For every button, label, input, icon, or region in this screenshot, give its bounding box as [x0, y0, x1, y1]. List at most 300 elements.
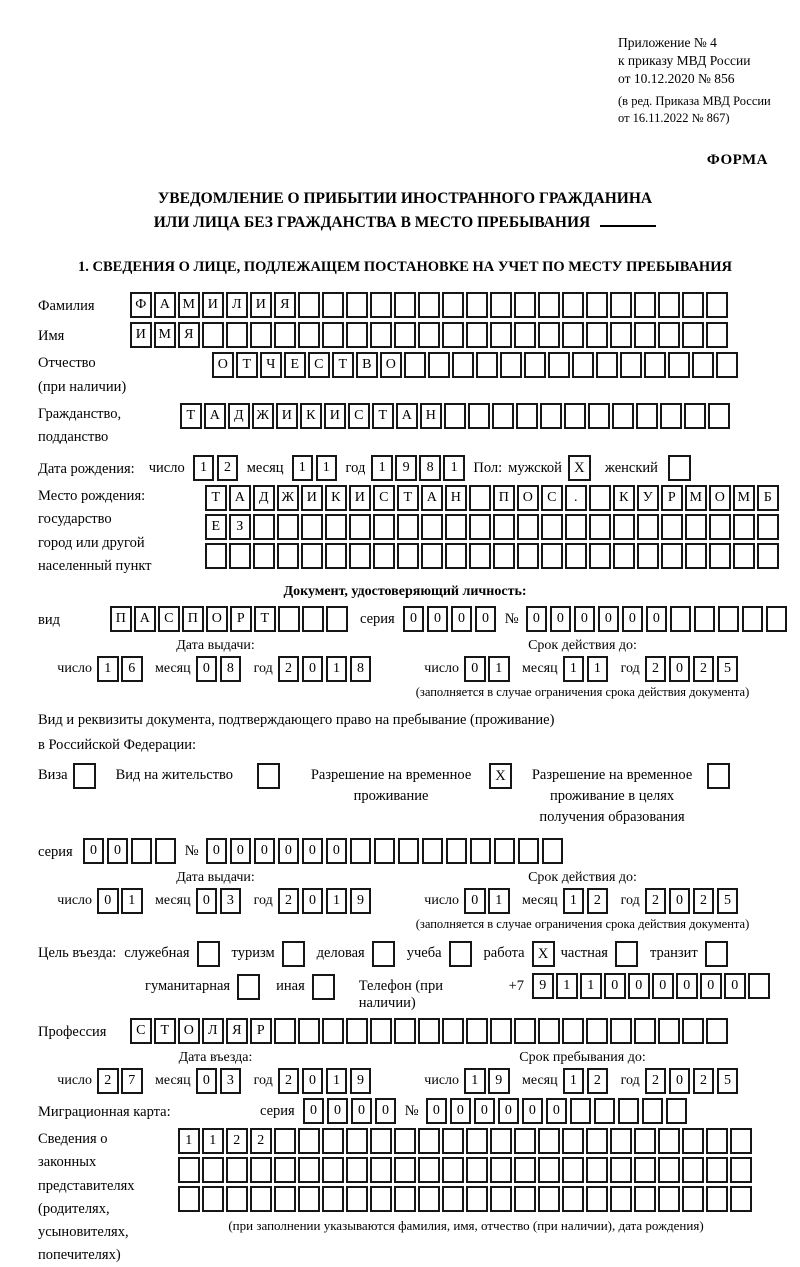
- char-cell[interactable]: [250, 1186, 272, 1212]
- char-cell[interactable]: [466, 1018, 488, 1044]
- char-cell[interactable]: [682, 292, 704, 318]
- char-cell[interactable]: 1: [587, 656, 609, 682]
- char-cell[interactable]: 3: [220, 1068, 242, 1094]
- char-cell[interactable]: 2: [217, 455, 239, 481]
- char-cell[interactable]: Б: [757, 485, 779, 511]
- char-cell[interactable]: [514, 1128, 536, 1154]
- char-cell[interactable]: [298, 322, 320, 348]
- char-cell[interactable]: [442, 322, 464, 348]
- char-cell[interactable]: [253, 514, 275, 540]
- char-cell[interactable]: [661, 514, 683, 540]
- char-cell[interactable]: 2: [645, 1068, 667, 1094]
- char-cell[interactable]: [618, 1098, 640, 1124]
- char-cell[interactable]: [682, 1128, 704, 1154]
- char-cell[interactable]: 0: [196, 656, 218, 682]
- char-cell[interactable]: [394, 322, 416, 348]
- char-cell[interactable]: [274, 322, 296, 348]
- char-cell[interactable]: 0: [526, 606, 548, 632]
- char-cell[interactable]: 0: [464, 888, 486, 914]
- purpose-private-checkbox[interactable]: [615, 941, 638, 967]
- char-cell[interactable]: 9: [395, 455, 417, 481]
- char-cell[interactable]: З: [229, 514, 251, 540]
- char-cell[interactable]: [565, 514, 587, 540]
- char-cell[interactable]: [394, 1018, 416, 1044]
- char-cell[interactable]: [658, 1128, 680, 1154]
- char-cell[interactable]: [548, 352, 570, 378]
- char-cell[interactable]: 1: [443, 455, 465, 481]
- char-cell[interactable]: 0: [498, 1098, 520, 1124]
- char-cell[interactable]: [658, 292, 680, 318]
- char-cell[interactable]: [418, 1186, 440, 1212]
- char-cell[interactable]: 0: [669, 1068, 691, 1094]
- char-cell[interactable]: Т: [372, 403, 394, 429]
- char-cell[interactable]: [325, 514, 347, 540]
- char-cell[interactable]: [469, 543, 491, 569]
- char-cell[interactable]: Ж: [252, 403, 274, 429]
- char-cell[interactable]: 0: [669, 888, 691, 914]
- char-cell[interactable]: 0: [230, 838, 252, 864]
- char-cell[interactable]: [658, 1186, 680, 1212]
- char-cell[interactable]: 3: [220, 888, 242, 914]
- char-cell[interactable]: 0: [303, 1098, 325, 1124]
- char-cell[interactable]: [514, 1186, 536, 1212]
- char-cell[interactable]: И: [202, 292, 224, 318]
- char-cell[interactable]: И: [349, 485, 371, 511]
- char-cell[interactable]: [637, 543, 659, 569]
- char-cell[interactable]: [757, 514, 779, 540]
- char-cell[interactable]: [370, 1018, 392, 1044]
- char-cell[interactable]: [706, 1157, 728, 1183]
- char-cell[interactable]: [370, 322, 392, 348]
- char-cell[interactable]: 1: [326, 888, 348, 914]
- char-cell[interactable]: [178, 1186, 200, 1212]
- char-cell[interactable]: [452, 352, 474, 378]
- char-cell[interactable]: [298, 1157, 320, 1183]
- char-cell[interactable]: [586, 1157, 608, 1183]
- char-cell[interactable]: [373, 543, 395, 569]
- char-cell[interactable]: [613, 514, 635, 540]
- char-cell[interactable]: 2: [97, 1068, 119, 1094]
- char-cell[interactable]: 1: [178, 1128, 200, 1154]
- char-cell[interactable]: [730, 1128, 752, 1154]
- char-cell[interactable]: [466, 1128, 488, 1154]
- char-cell[interactable]: 2: [278, 888, 300, 914]
- char-cell[interactable]: С: [158, 606, 180, 632]
- char-cell[interactable]: 2: [693, 656, 715, 682]
- char-cell[interactable]: [322, 1128, 344, 1154]
- char-cell[interactable]: [586, 1018, 608, 1044]
- char-cell[interactable]: 0: [464, 656, 486, 682]
- char-cell[interactable]: 1: [97, 656, 119, 682]
- char-cell[interactable]: Я: [274, 292, 296, 318]
- char-cell[interactable]: [492, 403, 514, 429]
- char-cell[interactable]: [253, 543, 275, 569]
- char-cell[interactable]: [418, 292, 440, 318]
- char-cell[interactable]: М: [685, 485, 707, 511]
- char-cell[interactable]: С: [348, 403, 370, 429]
- char-cell[interactable]: [586, 292, 608, 318]
- char-cell[interactable]: С: [308, 352, 330, 378]
- char-cell[interactable]: [442, 292, 464, 318]
- char-cell[interactable]: 0: [451, 606, 473, 632]
- char-cell[interactable]: [226, 1157, 248, 1183]
- char-cell[interactable]: [634, 1128, 656, 1154]
- char-cell[interactable]: [349, 514, 371, 540]
- char-cell[interactable]: [516, 403, 538, 429]
- char-cell[interactable]: [322, 322, 344, 348]
- char-cell[interactable]: [202, 1157, 224, 1183]
- char-cell[interactable]: Д: [228, 403, 250, 429]
- char-cell[interactable]: 0: [302, 838, 324, 864]
- char-cell[interactable]: [596, 352, 618, 378]
- char-cell[interactable]: К: [300, 403, 322, 429]
- char-cell[interactable]: Н: [445, 485, 467, 511]
- char-cell[interactable]: 0: [206, 838, 228, 864]
- char-cell[interactable]: [538, 1157, 560, 1183]
- char-cell[interactable]: [562, 1157, 584, 1183]
- char-cell[interactable]: [155, 838, 177, 864]
- char-cell[interactable]: 0: [351, 1098, 373, 1124]
- char-cell[interactable]: 2: [693, 888, 715, 914]
- char-cell[interactable]: [350, 838, 372, 864]
- char-cell[interactable]: 0: [628, 973, 650, 999]
- char-cell[interactable]: 0: [574, 606, 596, 632]
- char-cell[interactable]: [494, 838, 516, 864]
- char-cell[interactable]: [470, 838, 492, 864]
- char-cell[interactable]: [131, 838, 153, 864]
- char-cell[interactable]: [589, 514, 611, 540]
- char-cell[interactable]: Т: [332, 352, 354, 378]
- char-cell[interactable]: [346, 1186, 368, 1212]
- char-cell[interactable]: [541, 543, 563, 569]
- char-cell[interactable]: [564, 403, 586, 429]
- char-cell[interactable]: [466, 1186, 488, 1212]
- char-cell[interactable]: А: [421, 485, 443, 511]
- char-cell[interactable]: [562, 1186, 584, 1212]
- char-cell[interactable]: [542, 838, 564, 864]
- char-cell[interactable]: 0: [302, 888, 324, 914]
- char-cell[interactable]: [226, 322, 248, 348]
- char-cell[interactable]: [562, 1128, 584, 1154]
- char-cell[interactable]: [538, 1128, 560, 1154]
- char-cell[interactable]: [298, 292, 320, 318]
- char-cell[interactable]: К: [325, 485, 347, 511]
- char-cell[interactable]: [421, 543, 443, 569]
- char-cell[interactable]: 2: [278, 1068, 300, 1094]
- char-cell[interactable]: [706, 1128, 728, 1154]
- char-cell[interactable]: [466, 322, 488, 348]
- char-cell[interactable]: Е: [284, 352, 306, 378]
- char-cell[interactable]: [446, 838, 468, 864]
- char-cell[interactable]: [670, 606, 692, 632]
- purpose-transit-checkbox[interactable]: [705, 941, 728, 967]
- char-cell[interactable]: [274, 1157, 296, 1183]
- char-cell[interactable]: 1: [488, 656, 510, 682]
- char-cell[interactable]: [421, 514, 443, 540]
- char-cell[interactable]: [373, 514, 395, 540]
- char-cell[interactable]: Т: [205, 485, 227, 511]
- char-cell[interactable]: [418, 1128, 440, 1154]
- char-cell[interactable]: [326, 606, 348, 632]
- char-cell[interactable]: [250, 322, 272, 348]
- char-cell[interactable]: [466, 1157, 488, 1183]
- sex-female-checkbox[interactable]: [668, 455, 691, 481]
- char-cell[interactable]: 1: [556, 973, 578, 999]
- char-cell[interactable]: 1: [563, 888, 585, 914]
- purpose-study-checkbox[interactable]: [449, 941, 472, 967]
- char-cell[interactable]: [660, 403, 682, 429]
- char-cell[interactable]: 0: [327, 1098, 349, 1124]
- char-cell[interactable]: 2: [250, 1128, 272, 1154]
- purpose-humanitarian-checkbox[interactable]: [237, 974, 260, 1000]
- char-cell[interactable]: [612, 403, 634, 429]
- char-cell[interactable]: 0: [302, 1068, 324, 1094]
- char-cell[interactable]: 0: [622, 606, 644, 632]
- char-cell[interactable]: И: [301, 485, 323, 511]
- char-cell[interactable]: [634, 1186, 656, 1212]
- char-cell[interactable]: 9: [488, 1068, 510, 1094]
- char-cell[interactable]: [397, 514, 419, 540]
- char-cell[interactable]: [442, 1128, 464, 1154]
- char-cell[interactable]: [178, 1157, 200, 1183]
- char-cell[interactable]: [298, 1186, 320, 1212]
- char-cell[interactable]: Р: [230, 606, 252, 632]
- char-cell[interactable]: А: [229, 485, 251, 511]
- char-cell[interactable]: [397, 543, 419, 569]
- char-cell[interactable]: 0: [700, 973, 722, 999]
- char-cell[interactable]: [418, 1157, 440, 1183]
- char-cell[interactable]: 1: [371, 455, 393, 481]
- char-cell[interactable]: [610, 322, 632, 348]
- char-cell[interactable]: 0: [546, 1098, 568, 1124]
- char-cell[interactable]: [514, 1157, 536, 1183]
- char-cell[interactable]: [668, 352, 690, 378]
- char-cell[interactable]: Д: [253, 485, 275, 511]
- char-cell[interactable]: Н: [420, 403, 442, 429]
- char-cell[interactable]: [394, 1157, 416, 1183]
- char-cell[interactable]: [634, 322, 656, 348]
- char-cell[interactable]: [658, 1018, 680, 1044]
- char-cell[interactable]: [610, 292, 632, 318]
- char-cell[interactable]: А: [154, 292, 176, 318]
- purpose-official-checkbox[interactable]: [197, 941, 220, 967]
- char-cell[interactable]: 0: [604, 973, 626, 999]
- char-cell[interactable]: 2: [645, 656, 667, 682]
- char-cell[interactable]: И: [250, 292, 272, 318]
- char-cell[interactable]: М: [733, 485, 755, 511]
- char-cell[interactable]: [709, 543, 731, 569]
- char-cell[interactable]: Я: [178, 322, 200, 348]
- char-cell[interactable]: [706, 322, 728, 348]
- char-cell[interactable]: 0: [278, 838, 300, 864]
- char-cell[interactable]: [302, 606, 324, 632]
- char-cell[interactable]: [445, 543, 467, 569]
- char-cell[interactable]: [517, 543, 539, 569]
- char-cell[interactable]: Т: [154, 1018, 176, 1044]
- char-cell[interactable]: 0: [522, 1098, 544, 1124]
- char-cell[interactable]: [682, 1157, 704, 1183]
- char-cell[interactable]: 0: [375, 1098, 397, 1124]
- char-cell[interactable]: [540, 403, 562, 429]
- char-cell[interactable]: [322, 1157, 344, 1183]
- char-cell[interactable]: [706, 292, 728, 318]
- char-cell[interactable]: 9: [350, 888, 372, 914]
- char-cell[interactable]: 0: [107, 838, 129, 864]
- char-cell[interactable]: [445, 514, 467, 540]
- char-cell[interactable]: [301, 514, 323, 540]
- char-cell[interactable]: [469, 514, 491, 540]
- char-cell[interactable]: [524, 352, 546, 378]
- char-cell[interactable]: [346, 292, 368, 318]
- char-cell[interactable]: [708, 403, 730, 429]
- char-cell[interactable]: [742, 606, 764, 632]
- char-cell[interactable]: 1: [563, 656, 585, 682]
- char-cell[interactable]: 7: [121, 1068, 143, 1094]
- char-cell[interactable]: [374, 838, 396, 864]
- char-cell[interactable]: [733, 514, 755, 540]
- char-cell[interactable]: [610, 1018, 632, 1044]
- char-cell[interactable]: К: [613, 485, 635, 511]
- char-cell[interactable]: [685, 543, 707, 569]
- char-cell[interactable]: [685, 514, 707, 540]
- char-cell[interactable]: [661, 543, 683, 569]
- char-cell[interactable]: 9: [532, 973, 554, 999]
- char-cell[interactable]: [541, 514, 563, 540]
- char-cell[interactable]: 2: [587, 1068, 609, 1094]
- char-cell[interactable]: [634, 1018, 656, 1044]
- char-cell[interactable]: [428, 352, 450, 378]
- char-cell[interactable]: А: [204, 403, 226, 429]
- char-cell[interactable]: [250, 1157, 272, 1183]
- char-cell[interactable]: И: [130, 322, 152, 348]
- char-cell[interactable]: 8: [419, 455, 441, 481]
- char-cell[interactable]: [706, 1186, 728, 1212]
- char-cell[interactable]: 1: [121, 888, 143, 914]
- char-cell[interactable]: 5: [717, 656, 739, 682]
- char-cell[interactable]: [202, 1186, 224, 1212]
- char-cell[interactable]: [277, 543, 299, 569]
- char-cell[interactable]: [586, 1128, 608, 1154]
- char-cell[interactable]: Т: [254, 606, 276, 632]
- char-cell[interactable]: 1: [202, 1128, 224, 1154]
- residence-permit-checkbox[interactable]: [257, 763, 280, 789]
- char-cell[interactable]: [476, 352, 498, 378]
- char-cell[interactable]: [572, 352, 594, 378]
- char-cell[interactable]: Е: [205, 514, 227, 540]
- char-cell[interactable]: [517, 514, 539, 540]
- char-cell[interactable]: 2: [693, 1068, 715, 1094]
- char-cell[interactable]: [322, 292, 344, 318]
- char-cell[interactable]: Т: [180, 403, 202, 429]
- visa-checkbox[interactable]: [73, 763, 96, 789]
- char-cell[interactable]: [274, 1186, 296, 1212]
- char-cell[interactable]: [709, 514, 731, 540]
- char-cell[interactable]: [682, 1186, 704, 1212]
- char-cell[interactable]: Ф: [130, 292, 152, 318]
- char-cell[interactable]: О: [178, 1018, 200, 1044]
- char-cell[interactable]: [610, 1186, 632, 1212]
- char-cell[interactable]: [493, 543, 515, 569]
- char-cell[interactable]: 0: [427, 606, 449, 632]
- char-cell[interactable]: 0: [97, 888, 119, 914]
- char-cell[interactable]: [757, 543, 779, 569]
- char-cell[interactable]: Я: [226, 1018, 248, 1044]
- char-cell[interactable]: [538, 1018, 560, 1044]
- char-cell[interactable]: 0: [326, 838, 348, 864]
- char-cell[interactable]: М: [178, 292, 200, 318]
- char-cell[interactable]: [636, 403, 658, 429]
- char-cell[interactable]: [442, 1157, 464, 1183]
- char-cell[interactable]: 1: [292, 455, 314, 481]
- char-cell[interactable]: И: [324, 403, 346, 429]
- char-cell[interactable]: П: [182, 606, 204, 632]
- char-cell[interactable]: 8: [350, 656, 372, 682]
- char-cell[interactable]: 5: [717, 1068, 739, 1094]
- char-cell[interactable]: [730, 1186, 752, 1212]
- char-cell[interactable]: 8: [220, 656, 242, 682]
- char-cell[interactable]: 0: [302, 656, 324, 682]
- char-cell[interactable]: [349, 543, 371, 569]
- char-cell[interactable]: [490, 292, 512, 318]
- char-cell[interactable]: [298, 1128, 320, 1154]
- char-cell[interactable]: П: [110, 606, 132, 632]
- char-cell[interactable]: 0: [403, 606, 425, 632]
- char-cell[interactable]: [370, 1128, 392, 1154]
- char-cell[interactable]: [490, 1157, 512, 1183]
- char-cell[interactable]: [588, 403, 610, 429]
- char-cell[interactable]: [562, 322, 584, 348]
- char-cell[interactable]: [422, 838, 444, 864]
- char-cell[interactable]: 0: [652, 973, 674, 999]
- purpose-tourism-checkbox[interactable]: [282, 941, 305, 967]
- char-cell[interactable]: [589, 485, 611, 511]
- char-cell[interactable]: [500, 352, 522, 378]
- char-cell[interactable]: 1: [326, 656, 348, 682]
- char-cell[interactable]: И: [276, 403, 298, 429]
- char-cell[interactable]: 0: [475, 606, 497, 632]
- char-cell[interactable]: [666, 1098, 688, 1124]
- char-cell[interactable]: 0: [83, 838, 105, 864]
- char-cell[interactable]: [733, 543, 755, 569]
- char-cell[interactable]: 1: [193, 455, 215, 481]
- char-cell[interactable]: [610, 1157, 632, 1183]
- char-cell[interactable]: [346, 1128, 368, 1154]
- char-cell[interactable]: 2: [226, 1128, 248, 1154]
- char-cell[interactable]: [565, 543, 587, 569]
- char-cell[interactable]: [278, 606, 300, 632]
- char-cell[interactable]: П: [493, 485, 515, 511]
- char-cell[interactable]: [514, 292, 536, 318]
- char-cell[interactable]: О: [380, 352, 402, 378]
- char-cell[interactable]: [493, 514, 515, 540]
- char-cell[interactable]: Ж: [277, 485, 299, 511]
- char-cell[interactable]: [226, 1186, 248, 1212]
- char-cell[interactable]: [442, 1018, 464, 1044]
- char-cell[interactable]: [538, 292, 560, 318]
- char-cell[interactable]: [644, 352, 666, 378]
- temp-residence-education-checkbox[interactable]: [707, 763, 730, 789]
- char-cell[interactable]: О: [517, 485, 539, 511]
- char-cell[interactable]: [718, 606, 740, 632]
- char-cell[interactable]: 0: [196, 1068, 218, 1094]
- char-cell[interactable]: 1: [580, 973, 602, 999]
- char-cell[interactable]: [538, 1186, 560, 1212]
- char-cell[interactable]: [404, 352, 426, 378]
- char-cell[interactable]: [620, 352, 642, 378]
- char-cell[interactable]: У: [637, 485, 659, 511]
- char-cell[interactable]: [589, 543, 611, 569]
- char-cell[interactable]: Т: [236, 352, 258, 378]
